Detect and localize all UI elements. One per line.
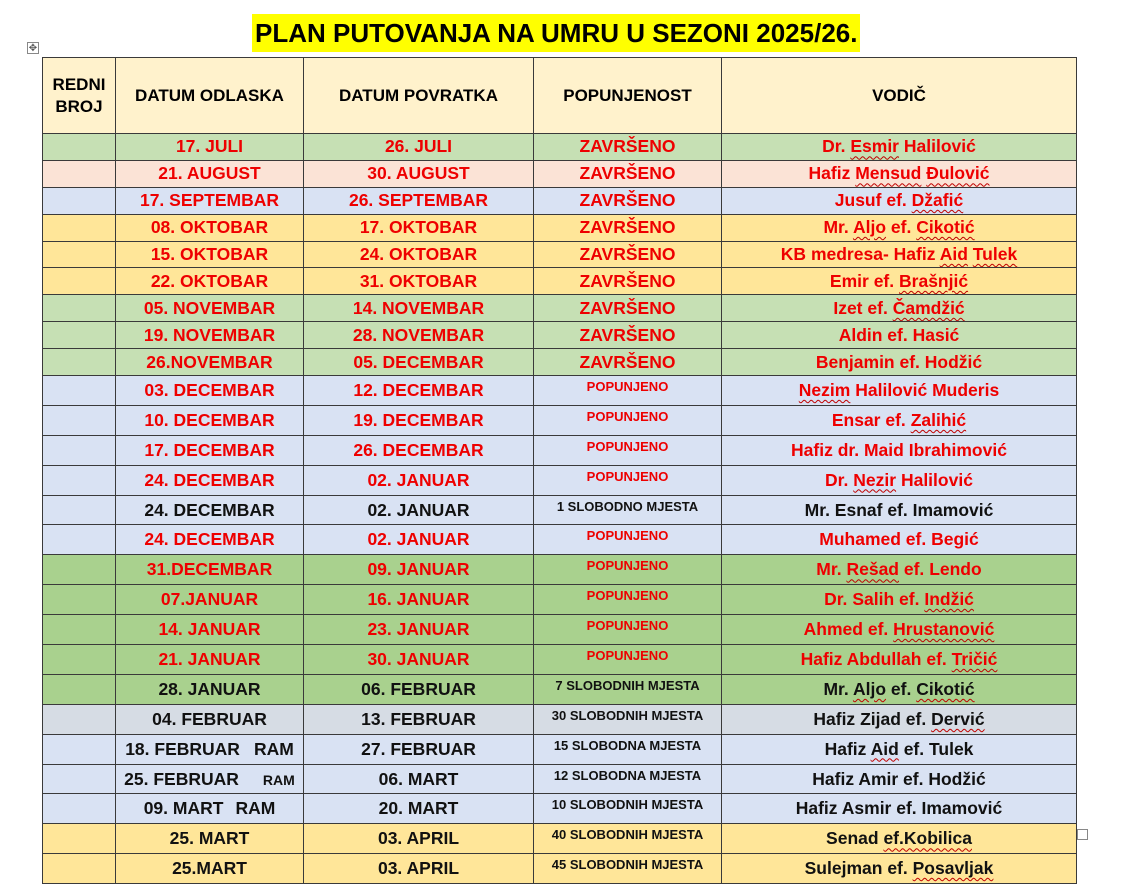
table-row (43, 525, 1077, 555)
cell-datum-odlaska (116, 585, 304, 615)
cell-popunjenost: POPUNJENO (534, 465, 722, 495)
ram-label: RAM (262, 771, 295, 788)
header-datum-odlaska: DATUM ODLASKA (116, 58, 304, 134)
table-row (43, 495, 1077, 525)
departure-date: 21. JANUAR (158, 648, 261, 669)
cell-datum-povratka: 17. OKTOBAR (304, 214, 534, 241)
cell-popunjenost: 45 SLOBODNIH MJESTA (534, 854, 722, 884)
table-row (43, 824, 1077, 854)
table-row (43, 349, 1077, 376)
ram-label: RAM (235, 798, 276, 819)
cell-vodic: Aldin ef. Hasić (722, 322, 1077, 349)
cell-datum-odlaska (116, 134, 304, 161)
table-resize-handle[interactable] (1077, 829, 1088, 840)
cell-popunjenost: POPUNJENO (534, 645, 722, 675)
departure-date: 22. OKTOBAR (150, 270, 269, 291)
cell-datum-povratka: 02. JANUAR (304, 465, 534, 495)
departure-date: 04. FEBRUAR (152, 708, 267, 729)
departure-date: 28. JANUAR (158, 678, 261, 699)
cell-datum-povratka: 26. SEPTEMBAR (304, 187, 534, 214)
departure-date: 25. FEBRUAR (124, 768, 239, 789)
cell-popunjenost: ZAVRŠENO (534, 268, 722, 295)
cell-datum-odlaska (116, 824, 304, 854)
cell-redni-broj (43, 465, 116, 495)
cell-datum-odlaska (116, 674, 304, 704)
cell-datum-povratka: 24. OKTOBAR (304, 241, 534, 268)
table-row (43, 615, 1077, 645)
cell-datum-povratka: 20. MART (304, 794, 534, 824)
cell-datum-povratka: 14. NOVEMBAR (304, 295, 534, 322)
cell-redni-broj (43, 674, 116, 704)
cell-datum-povratka: 12. DECEMBAR (304, 376, 534, 406)
cell-vodic: Ahmed ef. Hrustanović (722, 615, 1077, 645)
cell-datum-odlaska (116, 465, 304, 495)
cell-popunjenost: ZAVRŠENO (534, 187, 722, 214)
cell-vodic: Senad ef.Kobilica (722, 824, 1077, 854)
departure-date: 17. SEPTEMBAR (139, 190, 280, 211)
cell-datum-odlaska (116, 854, 304, 884)
departure-date: 17. DECEMBAR (144, 439, 275, 460)
cell-popunjenost: 1 SLOBODNO MJESTA (534, 495, 722, 525)
cell-popunjenost: ZAVRŠENO (534, 214, 722, 241)
cell-vodic: Izet ef. Čamdžić (722, 295, 1077, 322)
cell-datum-odlaska (116, 349, 304, 376)
cell-datum-povratka: 19. DECEMBAR (304, 405, 534, 435)
cell-vodic: Hafiz Asmir ef. Imamović (722, 794, 1077, 824)
table-row (43, 214, 1077, 241)
cell-vodic: Ensar ef. Zalihić (722, 405, 1077, 435)
cell-datum-povratka: 26. JULI (304, 134, 534, 161)
cell-datum-odlaska (116, 405, 304, 435)
table-row (43, 854, 1077, 884)
cell-popunjenost: POPUNJENO (534, 585, 722, 615)
cell-redni-broj (43, 615, 116, 645)
cell-vodic: Mr. Esnaf ef. Imamović (722, 495, 1077, 525)
cell-redni-broj (43, 160, 116, 187)
departure-date: 25. MART (169, 828, 250, 849)
departure-date: 19. NOVEMBAR (143, 324, 276, 345)
cell-datum-povratka: 05. DECEMBAR (304, 349, 534, 376)
cell-datum-povratka: 30. JANUAR (304, 645, 534, 675)
cell-redni-broj (43, 645, 116, 675)
table-row (43, 674, 1077, 704)
cell-redni-broj (43, 794, 116, 824)
cell-popunjenost: POPUNJENO (534, 555, 722, 585)
table-row (43, 134, 1077, 161)
table-row (43, 645, 1077, 675)
cell-datum-povratka: 06. FEBRUAR (304, 674, 534, 704)
cell-vodic: Hafiz dr. Maid Ibrahimović (722, 435, 1077, 465)
cell-redni-broj (43, 495, 116, 525)
cell-datum-odlaska (116, 268, 304, 295)
header-vodic: VODIČ (722, 58, 1077, 134)
cell-redni-broj (43, 349, 116, 376)
cell-vodic: Mr. Rešad ef. Lendo (722, 555, 1077, 585)
cell-redni-broj (43, 764, 116, 794)
table-row (43, 764, 1077, 794)
cell-popunjenost: ZAVRŠENO (534, 295, 722, 322)
departure-date: 24. DECEMBAR (144, 499, 275, 520)
ram-label: RAM (253, 738, 294, 759)
cell-datum-povratka: 23. JANUAR (304, 615, 534, 645)
cell-datum-povratka: 03. APRIL (304, 824, 534, 854)
departure-date: 14. JANUAR (158, 619, 261, 640)
table-row (43, 704, 1077, 734)
table-row (43, 187, 1077, 214)
cell-datum-odlaska (116, 555, 304, 585)
cell-redni-broj (43, 295, 116, 322)
table-row (43, 160, 1077, 187)
cell-redni-broj (43, 734, 116, 764)
cell-vodic: Hafiz Amir ef. Hodžić (722, 764, 1077, 794)
cell-vodic: Hafiz Abdullah ef. Tričić (722, 645, 1077, 675)
cell-vodic: Sulejman ef. Posavljak (722, 854, 1077, 884)
cell-datum-povratka: 06. MART (304, 764, 534, 794)
cell-redni-broj (43, 322, 116, 349)
cell-datum-povratka: 13. FEBRUAR (304, 704, 534, 734)
cell-popunjenost: ZAVRŠENO (534, 349, 722, 376)
cell-datum-povratka: 03. APRIL (304, 854, 534, 884)
cell-popunjenost: 7 SLOBODNIH MJESTA (534, 674, 722, 704)
cell-datum-odlaska (116, 376, 304, 406)
cell-datum-odlaska (116, 794, 304, 824)
cell-datum-povratka: 02. JANUAR (304, 495, 534, 525)
departure-date: 07.JANUAR (160, 589, 259, 610)
cell-datum-odlaska (116, 645, 304, 675)
departure-date: 26.NOVEMBAR (146, 351, 273, 372)
cell-redni-broj (43, 268, 116, 295)
cell-vodic: Muhamed ef. Begić (722, 525, 1077, 555)
cell-datum-odlaska (116, 615, 304, 645)
cell-vodic: Emir ef. Brašnjić (722, 268, 1077, 295)
cell-popunjenost: POPUNJENO (534, 615, 722, 645)
cell-vodic: KB medresa- Hafiz Aid Tulek (722, 241, 1077, 268)
departure-date: 21. AUGUST (158, 163, 261, 184)
umrah-schedule-table (42, 57, 1077, 884)
table-row (43, 268, 1077, 295)
cell-redni-broj (43, 134, 116, 161)
table-row (43, 295, 1077, 322)
cell-redni-broj (43, 435, 116, 465)
cell-vodic: Dr. Salih ef. Indžić (722, 585, 1077, 615)
cell-datum-odlaska (116, 322, 304, 349)
departure-date: 18. FEBRUAR (125, 738, 240, 759)
cell-vodic: Hafiz Aid ef. Tulek (722, 734, 1077, 764)
cell-vodic: Mr. Aljo ef. Cikotić (722, 674, 1077, 704)
departure-date: 05. NOVEMBAR (143, 297, 276, 318)
table-row (43, 465, 1077, 495)
cell-redni-broj (43, 405, 116, 435)
table-row (43, 585, 1077, 615)
cell-popunjenost: 30 SLOBODNIH MJESTA (534, 704, 722, 734)
cell-datum-povratka: 31. OKTOBAR (304, 268, 534, 295)
cell-popunjenost: POPUNJENO (534, 435, 722, 465)
cell-vodic: Mr. Aljo ef. Cikotić (722, 214, 1077, 241)
departure-date: 31.DECEMBAR (146, 559, 273, 580)
cell-redni-broj (43, 555, 116, 585)
cell-redni-broj (43, 214, 116, 241)
document-title: PLAN PUTOVANJA NA UMRU U SEZONI 2025/26. (252, 14, 860, 52)
table-row (43, 734, 1077, 764)
table-row (43, 794, 1077, 824)
departure-date: 08. OKTOBAR (150, 217, 269, 238)
header-datum-povratka: DATUM POVRATKA (304, 58, 534, 134)
cell-popunjenost: POPUNJENO (534, 405, 722, 435)
cell-popunjenost: 12 SLOBODNA MJESTA (534, 764, 722, 794)
departure-date: 24. DECEMBAR (144, 529, 275, 550)
cell-popunjenost: 40 SLOBODNIH MJESTA (534, 824, 722, 854)
cell-datum-povratka: 28. NOVEMBAR (304, 322, 534, 349)
departure-date: 09. MART (143, 798, 224, 819)
cell-datum-odlaska (116, 525, 304, 555)
table-move-handle-icon[interactable]: ✥ (28, 43, 38, 54)
cell-popunjenost: 10 SLOBODNIH MJESTA (534, 794, 722, 824)
cell-popunjenost: ZAVRŠENO (534, 241, 722, 268)
cell-redni-broj (43, 187, 116, 214)
cell-redni-broj (43, 376, 116, 406)
cell-popunjenost: ZAVRŠENO (534, 160, 722, 187)
cell-popunjenost: ZAVRŠENO (534, 134, 722, 161)
cell-popunjenost: ZAVRŠENO (534, 322, 722, 349)
table-row (43, 435, 1077, 465)
cell-popunjenost: POPUNJENO (534, 525, 722, 555)
cell-popunjenost: 15 SLOBODNA MJESTA (534, 734, 722, 764)
cell-datum-odlaska (116, 764, 304, 794)
cell-datum-odlaska (116, 295, 304, 322)
table-row (43, 405, 1077, 435)
cell-datum-odlaska (116, 187, 304, 214)
departure-date: 25.MART (172, 858, 247, 879)
departure-date: 10. DECEMBAR (144, 409, 275, 430)
header-redni-broj (43, 58, 116, 134)
cell-redni-broj (43, 241, 116, 268)
cell-datum-odlaska (116, 160, 304, 187)
departure-date: 17. JULI (175, 136, 244, 157)
cell-vodic: Hafiz Mensud Đulović (722, 160, 1077, 187)
cell-redni-broj (43, 585, 116, 615)
cell-redni-broj (43, 824, 116, 854)
cell-datum-odlaska (116, 704, 304, 734)
cell-datum-povratka: 27. FEBRUAR (304, 734, 534, 764)
table-row (43, 376, 1077, 406)
table-row (43, 555, 1077, 585)
cell-popunjenost: POPUNJENO (534, 376, 722, 406)
departure-date: 24. DECEMBAR (144, 469, 275, 490)
cell-redni-broj (43, 854, 116, 884)
header-popunjenost: POPUNJENOST (534, 58, 722, 134)
header-redni: REDNI (52, 74, 106, 94)
header-broj: BROJ (55, 96, 103, 116)
cell-datum-povratka: 26. DECEMBAR (304, 435, 534, 465)
cell-datum-odlaska (116, 734, 304, 764)
cell-datum-povratka: 02. JANUAR (304, 525, 534, 555)
cell-vodic: Benjamin ef. Hodžić (722, 349, 1077, 376)
cell-datum-odlaska (116, 214, 304, 241)
cell-redni-broj (43, 704, 116, 734)
cell-vodic: Hafiz Zijad ef. Dervić (722, 704, 1077, 734)
cell-datum-odlaska (116, 495, 304, 525)
departure-date: 03. DECEMBAR (144, 379, 275, 400)
table-header-row (43, 58, 1077, 134)
cell-datum-povratka: 30. AUGUST (304, 160, 534, 187)
table-row (43, 241, 1077, 268)
cell-datum-povratka: 16. JANUAR (304, 585, 534, 615)
departure-date: 15. OKTOBAR (150, 244, 269, 264)
cell-redni-broj (43, 525, 116, 555)
cell-vodic: Jusuf ef. Džafić (722, 187, 1077, 214)
cell-vodic: Nezim Halilović Muderis (722, 376, 1077, 406)
cell-vodic: Dr. Esmir Halilović (722, 134, 1077, 161)
cell-vodic: Dr. Nezir Halilović (722, 465, 1077, 495)
table-row (43, 322, 1077, 349)
cell-datum-odlaska (116, 241, 304, 268)
cell-datum-odlaska (116, 435, 304, 465)
cell-datum-povratka: 09. JANUAR (304, 555, 534, 585)
